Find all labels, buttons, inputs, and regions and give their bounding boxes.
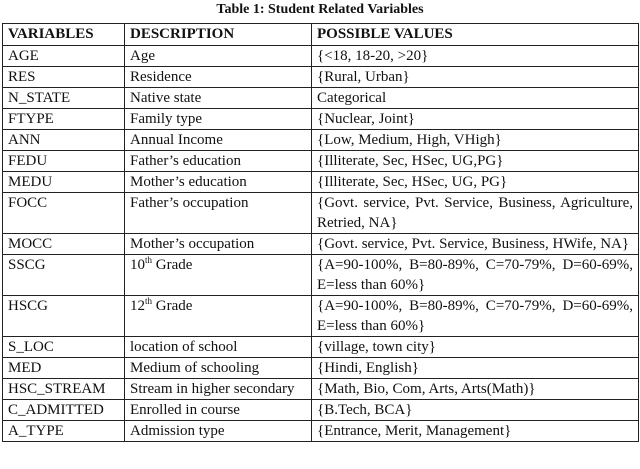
cell-description: Admission type: [125, 421, 312, 442]
cell-description: Residence: [125, 67, 312, 88]
cell-description: location of school: [125, 337, 312, 358]
cell-possible-values: {<18, 18-20, >20}: [312, 46, 639, 67]
table-row: [3, 193, 639, 234]
header-description: DESCRIPTION: [125, 24, 312, 46]
cell-description: Mother’s education: [125, 172, 312, 193]
ordinal-suffix: th: [145, 255, 153, 265]
cell-variable: MOCC: [3, 234, 125, 255]
table-row: [3, 337, 639, 358]
grade-label: Grade: [152, 298, 193, 314]
cell-variable: FEDU: [3, 151, 125, 172]
student-variables-table: [2, 23, 639, 442]
cell-possible-values: {Rural, Urban}: [312, 67, 639, 88]
table-header-row: [3, 24, 639, 46]
cell-possible-values: {Govt. service, Pvt. Service, Business, Agriculture, Retried, NA}: [312, 193, 639, 234]
cell-possible-values: {Math, Bio, Com, Arts, Arts(Math)}: [312, 379, 639, 400]
cell-variable: S_LOC: [3, 337, 125, 358]
table-row: [3, 255, 639, 296]
cell-variable: HSCG: [3, 296, 125, 337]
cell-possible-values: {Entrance, Merit, Management}: [312, 421, 639, 442]
table-row: [3, 130, 639, 151]
cell-variable: HSC_STREAM: [3, 379, 125, 400]
grade-number: 10: [130, 257, 145, 273]
table-row: [3, 400, 639, 421]
cell-possible-values: {Hindi, English}: [312, 358, 639, 379]
cell-possible-values: {Nuclear, Joint}: [312, 109, 639, 130]
cell-possible-values: Categorical: [312, 88, 639, 109]
cell-variable: MED: [3, 358, 125, 379]
cell-variable: C_ADMITTED: [3, 400, 125, 421]
cell-possible-values: {A=90-100%, B=80-89%, C=70-79%, D=60-69%, E=less than 60%}: [312, 255, 639, 296]
cell-variable: AGE: [3, 46, 125, 67]
cell-variable: RES: [3, 67, 125, 88]
cell-description: Mother’s occupation: [125, 234, 312, 255]
table-row: [3, 421, 639, 442]
table-row: [3, 109, 639, 130]
cell-variable: A_TYPE: [3, 421, 125, 442]
header-possible-values: POSSIBLE VALUES: [312, 24, 639, 46]
table-title: Table 1: Student Related Variables: [216, 2, 424, 17]
cell-variable: SSCG: [3, 255, 125, 296]
table-row: [3, 379, 639, 400]
cell-possible-values: {Illiterate, Sec, HSec, UG,PG}: [312, 151, 639, 172]
cell-description: [125, 296, 312, 337]
cell-variable: ANN: [3, 130, 125, 151]
table-row: [3, 358, 639, 379]
table-row: [3, 296, 639, 337]
cell-possible-values: {B.Tech, BCA}: [312, 400, 639, 421]
cell-description: [125, 255, 312, 296]
cell-description: Age: [125, 46, 312, 67]
cell-possible-values: {village, town city}: [312, 337, 639, 358]
ordinal-suffix: th: [145, 296, 153, 306]
grade-number: 12: [130, 298, 145, 314]
cell-description: Stream in higher secondary: [125, 379, 312, 400]
cell-possible-values: {Govt. service, Pvt. Service, Business, HWife, NA}: [312, 234, 639, 255]
table-row: [3, 67, 639, 88]
cell-description: Medium of schooling: [125, 358, 312, 379]
cell-description: Family type: [125, 109, 312, 130]
cell-description: Father’s occupation: [125, 193, 312, 234]
grade-label: Grade: [152, 257, 193, 273]
cell-variable: MEDU: [3, 172, 125, 193]
table-row: [3, 172, 639, 193]
cell-possible-values: {Low, Medium, High, VHigh}: [312, 130, 639, 151]
cell-possible-values: {Illiterate, Sec, HSec, UG, PG}: [312, 172, 639, 193]
cell-variable: FTYPE: [3, 109, 125, 130]
cell-possible-values: {A=90-100%, B=80-89%, C=70-79%, D=60-69%, E=less than 60%}: [312, 296, 639, 337]
cell-variable: N_STATE: [3, 88, 125, 109]
header-variables: VARIABLES: [3, 24, 125, 46]
table-row: [3, 46, 639, 67]
cell-description: Father’s education: [125, 151, 312, 172]
cell-variable: FOCC: [3, 193, 125, 234]
cell-description: Native state: [125, 88, 312, 109]
cell-description: Enrolled in course: [125, 400, 312, 421]
table-row: [3, 88, 639, 109]
table-row: [3, 234, 639, 255]
table-row: [3, 151, 639, 172]
cell-description: Annual Income: [125, 130, 312, 151]
